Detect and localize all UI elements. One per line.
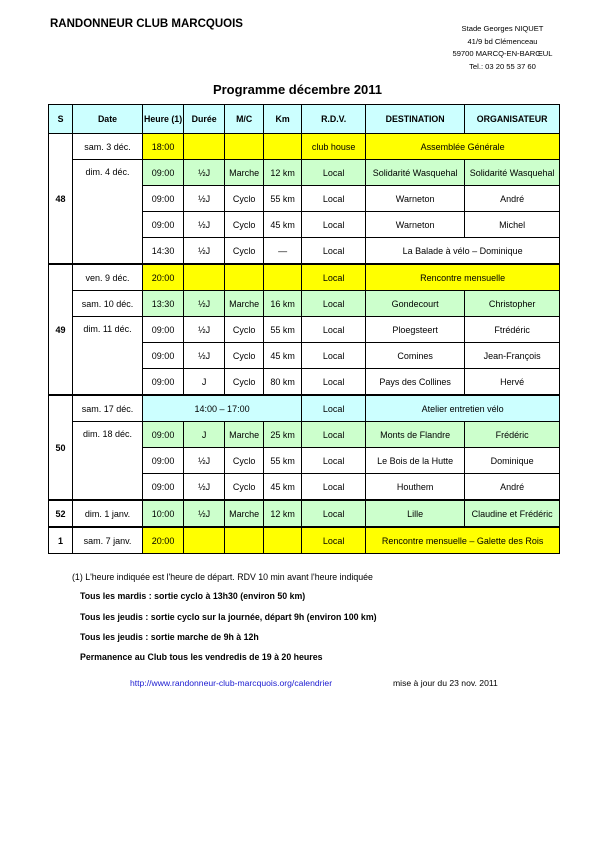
address-line: 59700 MARCQ-EN-BARŒUL [452, 49, 553, 59]
page-title: Programme décembre 2011 [212, 82, 383, 97]
km-cell: 12 km [264, 160, 302, 186]
organisateur-cell: Michel [465, 212, 560, 238]
date-cell: dim. 4 déc. [73, 160, 143, 265]
heure-cell: 14:30 [143, 238, 184, 265]
mc-cell: Cyclo [225, 238, 264, 265]
km-cell [264, 527, 302, 554]
organisateur-cell: Jean-François [465, 343, 560, 369]
duree-cell: ½J [184, 448, 225, 474]
km-cell [264, 134, 302, 160]
rdv-cell: Local [302, 369, 366, 396]
destination-cell: Pays des Collines [366, 369, 465, 396]
km-cell: 16 km [264, 291, 302, 317]
km-cell: 12 km [264, 500, 302, 527]
mc-cell: Cyclo [225, 448, 264, 474]
rdv-cell: Local [302, 291, 366, 317]
km-cell: 55 km [264, 448, 302, 474]
duree-cell: ½J [184, 238, 225, 265]
note-line: Tous les mardis : sortie cyclo à 13h30 (environ 50 km) [80, 591, 306, 601]
heure-cell: 09:00 [143, 422, 184, 448]
destination-cell: Comines [366, 343, 465, 369]
rdv-cell: Local [302, 186, 366, 212]
address-line: Tel.: 03 20 55 37 60 [469, 61, 536, 71]
mc-cell: Cyclo [225, 186, 264, 212]
destination-cell: Atelier entretien vélo [366, 395, 560, 422]
col-header-organisateur: ORGANISATEUR [465, 105, 560, 134]
table-row [49, 422, 560, 448]
table-row [49, 500, 560, 527]
destination-cell: Houthem [366, 474, 465, 501]
heure-cell: 10:00 [143, 500, 184, 527]
note-line: Tous les jeudis : sortie cyclo sur la journée, départ 9h (environ 100 km) [80, 612, 377, 622]
date-cell: sam. 7 janv. [73, 527, 143, 554]
rdv-cell: Local [302, 474, 366, 501]
mc-cell [225, 264, 264, 291]
organisateur-cell: Ftrédéric [465, 317, 560, 343]
rdv-cell: Local [302, 448, 366, 474]
duree-cell: ½J [184, 500, 225, 527]
destination-cell: Solidarité Wasquehal [366, 160, 465, 186]
heure-cell: 09:00 [143, 212, 184, 238]
calendar-link[interactable]: http://www.randonneur-club-marcquois.org/calendrier [130, 678, 333, 688]
table-row [49, 134, 560, 160]
col-header-mc: M/C [225, 105, 264, 134]
col-header-km: Km [264, 105, 302, 134]
week-number: 49 [49, 264, 73, 395]
mc-cell [225, 134, 264, 160]
destination-cell: Rencontre mensuelle [366, 264, 560, 291]
organisateur-cell: Hervé [465, 369, 560, 396]
rdv-cell: Local [302, 527, 366, 554]
km-cell [264, 264, 302, 291]
duree-cell: ½J [184, 212, 225, 238]
mc-cell: Marche [225, 422, 264, 448]
date-cell: sam. 10 déc. [73, 291, 143, 317]
mc-cell: Cyclo [225, 369, 264, 396]
mc-cell: Cyclo [225, 343, 264, 369]
km-cell: 55 km [264, 186, 302, 212]
mc-cell: Marche [225, 160, 264, 186]
club-name: RANDONNEUR CLUB MARCQUOIS [50, 18, 243, 30]
heure-cell: 09:00 [143, 369, 184, 396]
destination-cell: Warneton [366, 212, 465, 238]
heure-cell: 09:00 [143, 448, 184, 474]
heure-cell: 18:00 [143, 134, 184, 160]
destination-cell: Assemblée Générale [366, 134, 560, 160]
date-cell: sam. 3 déc. [73, 134, 143, 160]
organisateur-cell: André [465, 186, 560, 212]
duree-cell [184, 264, 225, 291]
mc-cell: Marche [225, 291, 264, 317]
organisateur-cell: Dominique [465, 448, 560, 474]
duree-cell: ½J [184, 343, 225, 369]
mc-cell: Cyclo [225, 317, 264, 343]
week-number: 52 [49, 500, 73, 527]
duree-cell [184, 134, 225, 160]
organisateur-cell: Christopher [465, 291, 560, 317]
address-line: Stade Georges NIQUET [461, 24, 544, 33]
duree-cell: ½J [184, 160, 225, 186]
programme-table [48, 104, 560, 554]
rdv-cell: Local [302, 500, 366, 527]
mc-cell: Cyclo [225, 474, 264, 501]
table-row [49, 264, 560, 291]
rdv-cell: Local [302, 343, 366, 369]
footnote: (1) L'heure indiquée est l'heure de départ. RDV 10 min avant l'heure indiquée [72, 572, 373, 582]
col-header-week: S [49, 105, 73, 134]
rdv-cell: Local [302, 238, 366, 265]
duree-cell: ½J [184, 474, 225, 501]
rdv-cell: Local [302, 264, 366, 291]
km-cell: 45 km [264, 343, 302, 369]
destination-cell: Rencontre mensuelle – Galette des Rois [366, 527, 560, 554]
km-cell: 80 km [264, 369, 302, 396]
destination-cell: La Balade à vélo – Dominique [366, 238, 560, 265]
duree-cell: J [184, 369, 225, 396]
organisateur-cell: Solidarité Wasquehal [465, 160, 560, 186]
destination-cell: Warneton [366, 186, 465, 212]
table-row [49, 527, 560, 554]
heure-cell: 13:30 [143, 291, 184, 317]
heure-cell: 09:00 [143, 474, 184, 501]
col-header-rdv: R.D.V. [302, 105, 366, 134]
rdv-cell: club house [302, 134, 366, 160]
mc-cell: Marche [225, 500, 264, 527]
heure-cell: 14:00 – 17:00 [143, 395, 302, 422]
heure-cell: 09:00 [143, 317, 184, 343]
heure-cell: 20:00 [143, 264, 184, 291]
duree-cell: ½J [184, 317, 225, 343]
destination-cell: Le Bois de la Hutte [366, 448, 465, 474]
organisateur-cell: André [465, 474, 560, 501]
destination-cell: Gondecourt [366, 291, 465, 317]
week-number: 1 [49, 527, 73, 554]
date-cell: dim. 18 déc. [73, 422, 143, 501]
note-line: Tous les jeudis : sortie marche de 9h à 12h [80, 632, 259, 642]
rdv-cell: Local [302, 395, 366, 422]
address-line: 41/9 bd Clémenceau [467, 36, 538, 46]
date-cell: sam. 17 déc. [73, 395, 143, 422]
mc-cell: Cyclo [225, 212, 264, 238]
duree-cell: ½J [184, 186, 225, 212]
heure-cell: 09:00 [143, 343, 184, 369]
col-header-destination: DESTINATION [366, 105, 465, 134]
date-cell: dim. 11 déc. [73, 317, 143, 396]
km-cell: 25 km [264, 422, 302, 448]
duree-cell: J [184, 422, 225, 448]
update-date: mise à jour du 23 nov. 2011 [393, 678, 498, 688]
destination-cell: Ploegsteert [366, 317, 465, 343]
destination-cell: Monts de Flandre [366, 422, 465, 448]
col-header-date: Date [73, 105, 143, 134]
club-address [440, 23, 565, 73]
organisateur-cell: Claudine et Frédéric [465, 500, 560, 527]
table-row [49, 291, 560, 317]
km-cell: 55 km [264, 317, 302, 343]
heure-cell: 09:00 [143, 186, 184, 212]
week-number: 50 [49, 395, 73, 500]
table-row [49, 160, 560, 186]
duree-cell: ½J [184, 291, 225, 317]
table-row [49, 395, 560, 422]
km-cell: 45 km [264, 212, 302, 238]
rdv-cell: Local [302, 317, 366, 343]
col-header-heure: Heure (1) [143, 105, 184, 134]
km-cell: 45 km [264, 474, 302, 501]
rdv-cell: Local [302, 212, 366, 238]
heure-cell: 09:00 [143, 160, 184, 186]
rdv-cell: Local [302, 422, 366, 448]
note-line: Permanence au Club tous les vendredis de 19 à 20 heures [80, 652, 323, 662]
km-cell: — [264, 238, 302, 265]
heure-cell: 20:00 [143, 527, 184, 554]
week-number: 48 [49, 134, 73, 265]
date-cell: dim. 1 janv. [73, 500, 143, 527]
col-header-duree: Durée [184, 105, 225, 134]
destination-cell: Lille [366, 500, 465, 527]
rdv-cell: Local [302, 160, 366, 186]
mc-cell [225, 527, 264, 554]
duree-cell [184, 527, 225, 554]
organisateur-cell: Frédéric [465, 422, 560, 448]
header-row [49, 105, 560, 134]
table-row [49, 317, 560, 343]
date-cell: ven. 9 déc. [73, 264, 143, 291]
